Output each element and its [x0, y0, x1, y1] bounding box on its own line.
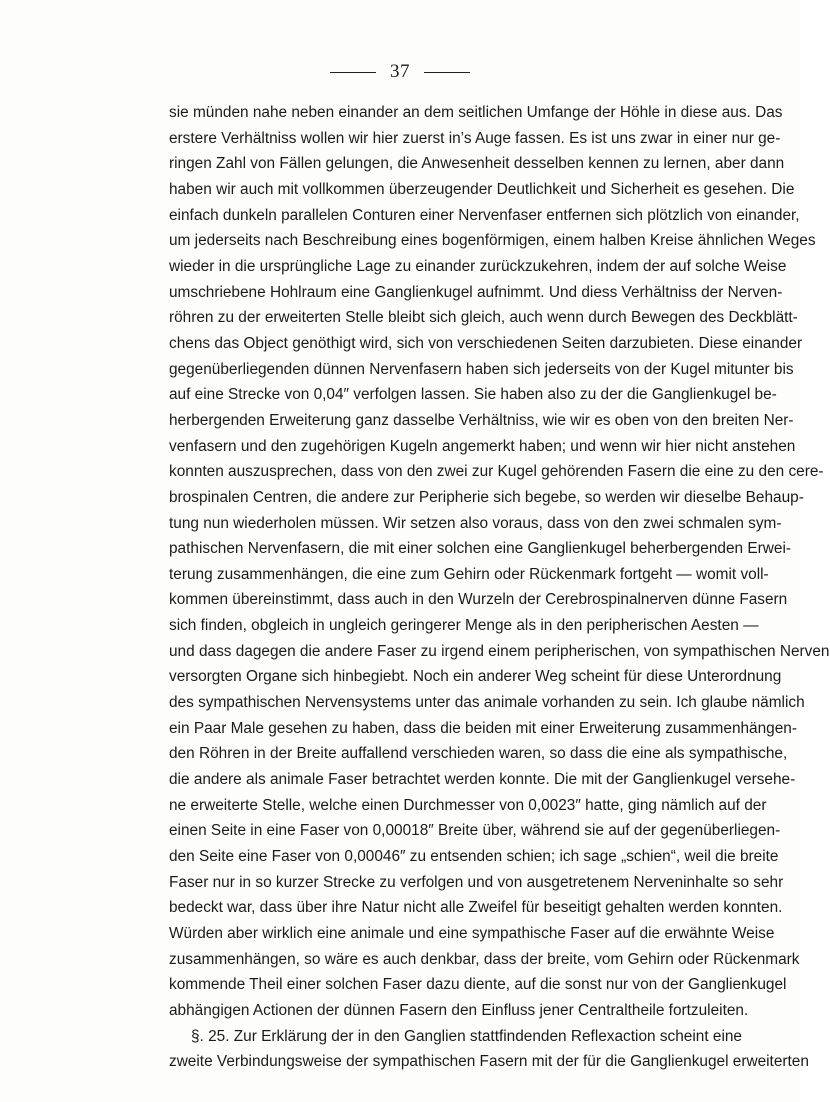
text-line: herbergenden Erweiterung ganz dasselbe Verhältniss, wie wir es oben von den breiten Ner- — [169, 411, 794, 429]
text-line: ein Paar Male gesehen zu haben, dass die beiden mit einer Erweiterung zusammenhängen- — [169, 719, 797, 737]
text-line: sie münden nahe neben einander an dem seitlichen Umfange der Höhle in diese aus. Das — [169, 104, 783, 121]
text-line: kommende Theil einer solchen Faser dazu diente, auf die sonst nur von der Ganglienkugel — [169, 976, 787, 994]
text-line: um jederseits nach Beschreibung eines bogenförmigen, einem halben Kreise ähnlichen Weges — [169, 232, 816, 250]
text-line: einen Seite in eine Faser von 0,00018″ Breite über, während sie auf der gegenüberliegen- — [169, 822, 781, 840]
text-line: sich finden, obgleich in ungleich geringerer Menge als in den peripherischen Aesten — — [169, 617, 759, 635]
text-line: tung nun wiederholen müssen. Wir setzen also voraus, dass von den zwei schmalen sym- — [169, 514, 782, 532]
text-line: den Röhren in der Breite auffallend verschieden waren, so dass die eine als sympathische, — [169, 745, 788, 763]
text-line: venfasern und den zugehörigen Kugeln angemerkt haben; und wenn wir hier nicht anstehen — [169, 437, 796, 455]
text-line: pathischen Nervenfasern, die mit einer solchen eine Ganglienkugel beherbergenden Erwei- — [169, 540, 791, 558]
page-number: 37 — [390, 61, 410, 82]
text-line: haben wir auch mit vollkommen überzeugender Deutlichkeit und Sicherheit es gesehen. Die — [169, 180, 795, 198]
text-line: kommen übereinstimmt, dass auch in den Wurzeln der Cerebrospinalnerven dünne Fasern — [169, 591, 788, 609]
text-line: Würden aber wirklich eine animale und eine sympathische Faser auf die erwähnte Weise — [169, 925, 775, 942]
text-line: die andere als animale Faser betrachtet werden konnte. Die mit der Ganglienkugel versehe- — [169, 771, 796, 789]
text-line: erstere Verhältniss wollen wir hier zuerst in’s Auge fassen. Es ist uns zwar in einer nur ge- — [169, 129, 781, 147]
text-line: zweite Verbindungsweise der sympathischen Fasern mit der für die Ganglienkugel erweiterten — [169, 1053, 809, 1071]
text-line: abhängigen Actionen der dünnen Fasern den Einfluss jener Centraltheile fortzuleiten. — [169, 1001, 749, 1019]
text-line: einfach dunkeln parallelen Conturen einer Nervenfaser entfernen sich plötzlich von einander, — [169, 206, 800, 224]
text-line: gegenüberliegenden dünnen Nervenfasern haben sich jederseits von der Kugel mitunter bis — [169, 360, 794, 378]
body-text — [169, 100, 830, 1075]
right-dash-ornament — [424, 72, 470, 73]
text-line: konnten auszusprechen, dass von den zwei zur Kugel gehörenden Fasern die eine zu den cere- — [169, 463, 824, 481]
text-line: ringen Zahl von Fällen gelungen, die Anwesenheit desselben kennen zu lernen, aber dann — [169, 155, 785, 173]
text-line: bedeckt war, dass über ihre Natur nicht alle Zweifel für beseitigt gehalten werden konnten. — [169, 899, 783, 917]
text-line: terung zusammenhängen, die eine zum Gehirn oder Rückenmark fortgeht — womit voll- — [169, 565, 769, 583]
text-line: ne erweiterte Stelle, welche einen Durchmesser von 0,0023″ hatte, ging nämlich auf der — [169, 796, 767, 814]
text-line: auf eine Strecke von 0,04″ verfolgen lassen. Sie haben also zu der die Ganglienkugel be- — [169, 386, 777, 404]
text-line: §. 25. Zur Erklärung der in den Ganglien stattfindenden Reflexaction scheint eine — [191, 1027, 742, 1045]
text-line: brospinalen Centren, die andere zur Peripherie sich begebe, so werden wir dieselbe Behaup- — [169, 488, 804, 506]
text-line: chens das Object genöthigt wird, sich von verschiedenen Seiten darzubieten. Diese einander — [169, 334, 803, 352]
text-line: umschriebene Hohlraum eine Ganglienkugel aufnimmt. Und diess Verhältniss der Nerven- — [169, 283, 783, 301]
text-line: Faser nur in so kurzer Strecke zu verfolgen und von ausgetretenem Nerveninhalte so sehr — [169, 873, 784, 891]
text-line: des sympathischen Nervensystems unter das animale vorhanden zu sein. Ich glaube nämlich — [169, 694, 805, 712]
page-header — [0, 60, 800, 84]
text-line: zusammenhängen, so wäre es auch denkbar, dass der breite, vom Gehirn oder Rückenmark — [169, 950, 800, 968]
left-dash-ornament — [330, 72, 376, 73]
text-line: röhren zu der erweiterten Stelle bleibt sich gleich, auch wenn durch Bewegen des Deckblätt- — [169, 309, 798, 327]
text-line: und dass dagegen die andere Faser zu irgend einem peripherischen, von sympathischen Nerven — [169, 642, 830, 660]
text-line: wieder in die ursprüngliche Lage zu einander zurückzukehren, indem der auf solche Weise — [169, 257, 787, 275]
text-line: den Seite eine Faser von 0,00046″ zu entsenden schien; ich sage „schien“, weil die breite — [169, 848, 779, 866]
text-line: versorgten Organe sich hinbegiebt. Noch ein anderer Weg scheint für diese Unterordnung — [169, 668, 782, 686]
